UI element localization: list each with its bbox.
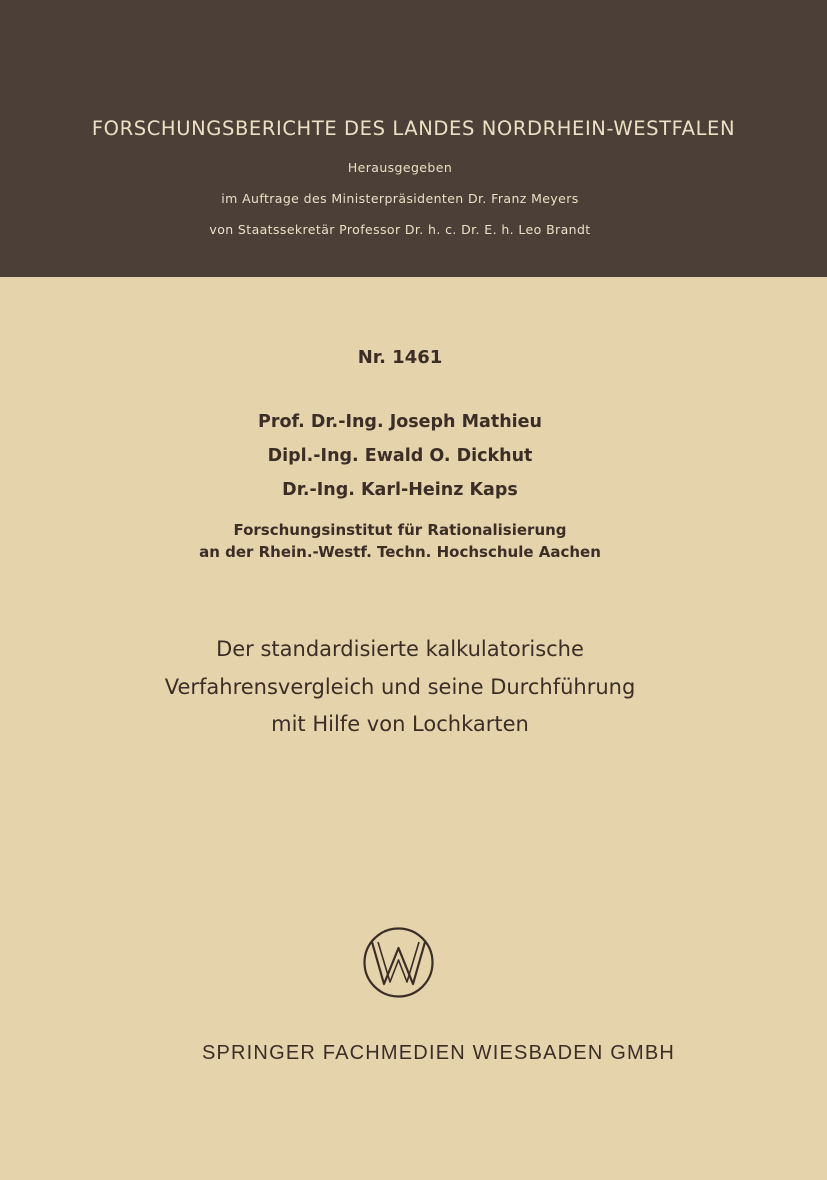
publisher-name: SPRINGER FACHMEDIEN WIESBADEN GMBH xyxy=(201,1042,676,1064)
book-title-line: mit Hilfe von Lochkarten xyxy=(271,712,529,736)
author-name: Dr.-Ing. Karl-Heinz Kaps xyxy=(282,480,518,500)
book-title-line: Der standardisierte kalkulatorische xyxy=(216,637,584,661)
author-name: Prof. Dr.-Ing. Joseph Mathieu xyxy=(258,412,542,432)
secretary-line: von Staatssekretär Professor Dr. h. c. Dr. E. h. Leo Brandt xyxy=(209,222,591,237)
edited-by-line: Herausgegeben xyxy=(347,160,453,175)
series-title: FORSCHUNGSBERICHTE DES LANDES NORDRHEIN-WESTFALEN xyxy=(91,117,736,140)
commission-line: im Auftrage des Ministerpräsidenten Dr. Franz Meyers xyxy=(221,191,579,206)
institute-line: an der Rhein.-Westf. Techn. Hochschule Aachen xyxy=(199,543,601,561)
book-title-line: Verfahrensvergleich und seine Durchführung xyxy=(164,675,636,699)
report-number: Nr. 1461 xyxy=(357,347,443,368)
header-band xyxy=(0,0,827,277)
institute-line: Forschungsinstitut für Rationalisierung xyxy=(233,521,567,539)
westdeutscher-verlag-ww-logo-icon xyxy=(362,926,435,999)
author-name: Dipl.-Ing. Ewald O. Dickhut xyxy=(267,446,533,466)
